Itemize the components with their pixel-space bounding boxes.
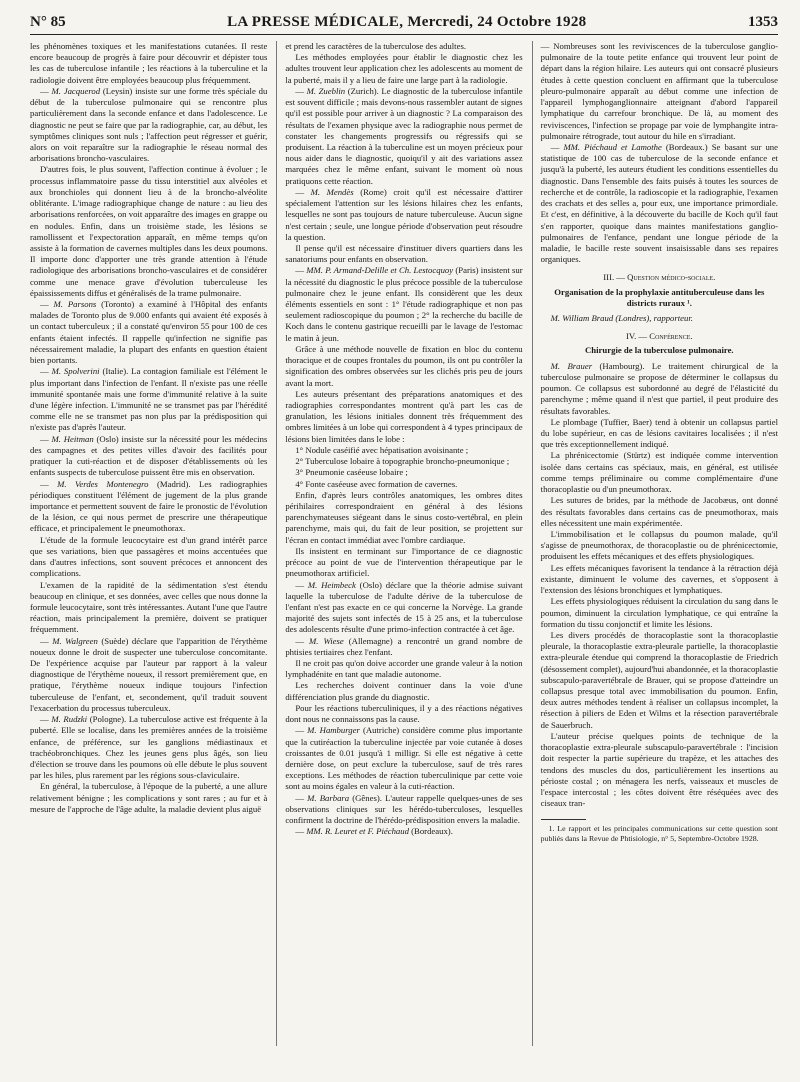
- column-middle: [276, 41, 522, 1046]
- paragraph: — M. Zueblin (Zurich). Le diagnostic de la tuberculose infantile est souvent difficile ; mais devons-nous rassembler autant de signes qu'il est possible pour arriver à un diagnostic ? La comparaison des résultats de l'examen physique avec la radiographie nous permet de constater les changements progressifs ou régressifs qui se produisent. La réaction à la tuberculine est un moyen précieux pour nous aider dans le diagnostic, quoiqu'il y ait des variations assez marquées chez le même enfant, suivant le moment où nous pratiquons cette réaction.: [285, 85, 523, 186]
- paragraph-text: (Zurich). Le diagnostic de la tuberculose infantile est souvent difficile ; mais devons-nous rassembler autant de signes qu'il est possible pour arriver à un diagnostic ? La comparaison des résultats de l'examen physique avec la radiographie nous permet de constater les changements progressifs ou régressifs qui se produisent. La réaction à la tuberculine est un moyen précieux pour nous aider dans le diagnostic, quoiqu'il y ait des variations assez marquées chez le même enfant, suivant le moment où nous pratiquons cette réaction.: [285, 85, 523, 186]
- paragraph-text: (Pologne). La tuberculose active est fréquente à la puberté. Elle se localise, dans les premières années de la troisième enfance, de préférence, sur les ganglions médiastinaux et trachéobronchiques. Chez les jeunes gens plus âgés, son lieu d'élection se trouve dans les poumons où elle débute le plus souvent par les hiles, plus rarement par les régions sous-claviculaire.: [30, 714, 268, 781]
- paragraph: L'auteur précise quelques points de technique de la thoracoplastie extra-pleurale subscapulo-paravertébrale : l'incision doit respecter la partie supérieure du trapèze, et les attaches des tendons des muscles du dos, particulièrement les insertions au périoste costal ; on ménagera les nerfs, vaisseaux et muscles de l'espace intercostal ; les côtes doivent être réséquées avec des ciseaux tran-: [540, 730, 778, 809]
- paragraph: Grâce à une méthode nouvelle de fixation en bloc du contenu thoracique et de coupes frontales du poumon, ils ont pu contrôler la signification des ombres observées sur les clichés pris peu de jours avant la mort.: [285, 343, 523, 388]
- footnote: 1. Le rapport et les principales communications sur cette question sont publiés dans la Revue de Phtisiologie, n° 5, Septembre-Octobre 1928.: [540, 824, 778, 844]
- paragraph-text: (Londres), rapporteur.: [613, 313, 693, 324]
- paragraph-text: (Gênes). L'auteur rappelle quelques-unes de ses observations cliniques sur les hérédo-tuberculoses, lesquelles confirment la doctrine de l'hérédo-prédisposition envers la maladie.: [285, 792, 523, 826]
- paragraph: — M. Heitman (Oslo) insiste sur la nécessité pour les médecins des campagnes et des petites villes d'avoir des facilités pour pratiquer la cuti-réaction et de disposer d'établissements où les enfants suspects de tuberculose puissent être mis en observation.: [30, 433, 268, 478]
- speaker-name: M. Heimbeck: [307, 579, 356, 590]
- paragraph-text: (Madrid). Les radiographies périodiques constituent l'élément de jugement de la plus grande importance et permettent souvent de faire le pronostic de l'évolution de la lésion, ce qui nous permet de prescrire une thérapeutique efficace, et principalement le pneumothorax.: [30, 478, 268, 534]
- paragraph-text: (Paris) insistent sur la nécessité du diagnostic le plus précoce possible de la tuberculose pulmonaire chez le jeune enfant. Ils considèrent que les deux éléments essentiels en sont : 1° l'étude radiographique et non pas seulement radioscopique du poumon ; 2° la recherche du bacille de Koch dans le contenu gastrique recueilli par le lavage de l'estomac le matin à jeun.: [285, 265, 523, 343]
- paragraph-text: (Toronto) a examiné à l'Hôpital des enfants malades de Toronto plus de 9.000 enfants qui avaient été exposés à un contact tuberculeux ; il a constaté qu'environ 55 pour 100 de ces enfants étaient infectés. Il rappelle qu'infection ne signifie pas nécessairement maladie, la plupart des enfants en question étaient bien portants.: [30, 299, 268, 366]
- paragraph: — M. Jacquerod (Leysin) insiste sur une forme très spéciale du début de la tuberculose pulmonaire qui se rencontre plus particulièrement dans la seconde enfance et dans l'adolescence. Le diagnostic ne peut se faire que par la radiographie, car, au début, les symptômes cliniques sont nuls ; l'affection peut régresser et guérir, alors on voit reparaître sur la radiographie le réseau normal des arborisations broncho-vasculaires.: [30, 85, 268, 164]
- speaker-name: M. Jacquerod: [51, 85, 101, 96]
- journal-title: LA PRESSE MÉDICALE, Mercredi, 24 Octobre 1928: [227, 14, 587, 30]
- speaker-name: MM. R. Leuret et F. Piéchaud: [306, 826, 409, 837]
- paragraph: — M. Rudzki (Pologne). La tuberculose active est fréquente à la puberté. Elle se localise, dans les premières années de la troisième enfance, de préférence, sur les ganglions médiastinaux et trachéobronchiques. Chez les jeunes gens plus âgés, son lieu d'élection se trouve dans les poumons où elle débute le plus souvent par les hiles, plus rarement par les régions sous-claviculaire.: [30, 714, 268, 781]
- speaker-name: M. Verdes Montenegro: [57, 478, 149, 489]
- page-header: [30, 14, 778, 35]
- paragraph: La phrénicectomie (Stürtz) est indiquée comme intervention isolée dans certains cas spéciaux, mais, en général, est utilisée comme temps préliminaire ou comme complémentaire d'une thoracoplastie ou d'un pneumothorax.: [540, 450, 778, 495]
- paragraph: Le plombage (Tuffier, Baer) tend à obtenir un collapsus partiel du lobe supérieur, en cas de lésions cavitaires localisées ; il n'est que très exceptionnellement indiqué.: [540, 416, 778, 450]
- speaker-name: MM. Piéchaud et Lamothe: [563, 141, 662, 152]
- paragraph: — M. Heimbeck (Oslo) déclare que la théorie admise suivant laquelle la tuberculose de l'adulte dérive de la tuberculose de l'enfant n'est pas exacte en ce qui concerne la Norvège. La grande majorité des sujets sont infectés de 15 à 25 ans, et la tuberculose des adolescents résulte d'une primo-infection contractée à cet âge.: [285, 579, 523, 635]
- paragraph-text: (Rome) croit qu'il est nécessaire d'attirer spécialement l'attention sur les lésions hilaires chez les enfants, lesquelles ne sont pas toujours de nature tuberculeuse. Aucun signe n'est certain ; seule, une longue période d'observation peut résoudre la question.: [285, 186, 523, 242]
- paragraph: — MM. Piéchaud et Lamothe (Bordeaux.) Se basant sur une statistique de 100 cas de tuberculose de la seconde enfance et jusqu'à la puberté, les auteurs étudient les conditions essentielles du diagnostic. Dans l'ensemble des faits puisés à toutes les sources de recherche et de contrôle, la radioscopie et la radiographie, l'examen des crachats et des selles a, pour eux, une importance primordiale. Et c'est, en définitive, à la découverte du bacille de Koch qu'il faut s'en rapporter, quoique dans maintes manifestations ganglio-pulmonaires de l'enfance, pendant une longue période de la maladie, le bacille reste souvent insaisissable dans ses repaires organiques.: [540, 141, 778, 265]
- list-item: 3° Pneumonie caséeuse lobaire ;: [295, 467, 408, 478]
- speaker-name: M. Brauer: [550, 360, 593, 371]
- column-right: [532, 41, 778, 1046]
- paragraph-text: (Bordeaux).: [408, 826, 453, 837]
- paragraph: — M. Verdes Montenegro (Madrid). Les radiographies périodiques constituent l'élément de jugement de la plus grande importance et permettent souvent de faire le pronostic de l'évolution de la lésion, ce qui nous permet de prescrire une thérapeutique efficace, et principalement le pneumothorax.: [30, 478, 268, 534]
- speaker-name: M. Barbara: [307, 792, 350, 803]
- paragraph: — M. Barbara (Gênes). L'auteur rappelle quelques-unes de ses observations cliniques sur les hérédo-tuberculoses, lesquelles confirment la doctrine de l'hérédo-prédisposition envers la maladie.: [285, 792, 523, 826]
- speaker-name: M. Hamburger: [307, 725, 360, 736]
- paragraph-text: (Hambourg). Le traitement chirurgical de la tuberculose pulmonaire se propose de déterminer le collapsus du poumon. Ce collapsus est subordonné au degré de l'élasticité du parenchyme ; même quand il n'est que partiel, il peut produire des résultats favorables.: [540, 360, 778, 416]
- speaker-name: M. Zueblin: [306, 85, 346, 96]
- paragraph: Les auteurs présentant des préparations anatomiques et des radiographies correspondantes montrent qu'à part les cas de granulation, les lésions initiales donnent très fréquemment des ombres limitées à un lobe qui correspondent à 4 types principaux de lésions bien limitées dans le lobe :: [285, 388, 523, 444]
- paragraph: — M. Hamburger (Autriche) considère comme plus importante que la cutiréaction la tuberculine injectée par voie cutanée à doses croissantes de 0.01 jusqu'à 1 milligr. Si elle est négative à cette dernière dose, on peut exclure la tuberculose, sauf de très rares exceptions. Les méthodes de réaction tuberculinique par cette voie sont au moins égales en valeur à la cuti-réaction.: [285, 725, 523, 792]
- paragraph: les phénomènes toxiques et les manifestations cutanées. Il reste encore beaucoup de progrès à faire pour découvrir et dépister tous les cas de tuberculose infantile ; les réactions à la tuberculine et la radiologie doivent être employées beaucoup plus fréquemment.: [30, 41, 268, 85]
- paragraph-text: (Suède) déclare que l'apparition de l'érythème noueux donne le droit de suspecter une tuberculose concomitante. De l'expérience acquise par l'auteur par rapport à la valeur diagnostique de l'érythème noueux, il ressort premièrement que, en pratique, l'érythème noueux indique toujours l'infection tuberculeuse de l'enfant, et, secondement, qu'il traduit souvent l'exacerbation du processus tuberculeux.: [30, 635, 268, 713]
- paragraph-text: (Autriche) considère comme plus importante que la cutiréaction la tuberculine injectée par voie cutanée à doses croissantes de 0.01 jusqu'à 1 milligr. Si elle est négative à cette dernière dose, on peut exclure la tuberculose, sauf de très rares exceptions. Les méthodes de réaction tuberculinique par cette voie sont au moins égales en valeur à la cuti-réaction.: [285, 725, 523, 792]
- section-number: III. — Question médico-sociale.: [603, 272, 716, 283]
- page-number: 1353: [747, 14, 778, 30]
- paragraph: — M. Wiese (Allemagne) a rencontré un grand nombre de phtisies tertiaires chez l'enfant.: [285, 635, 523, 657]
- speaker-name: M. William Braud: [550, 313, 614, 324]
- paragraph: Enfin, d'après leurs contrôles anatomiques, les ombres dites périhilaires correspondraient en général à des lésions parenchymateuses siégeant dans le sinus costo-vertébral, en plein parenchyme, mais qui, du fait de leur position, se projettent sur l'écran en contact immédiat avec l'ombre cardiaque.: [285, 489, 523, 545]
- paragraph: [541, 313, 778, 324]
- paragraph: — M. Spolverini (Italie). La contagion familiale est l'élément le plus important dans l'infection de l'enfant. Il n'existe pas une réelle immunité spontanée mais une forme d'immunité relative à la suite d'une légère infection. L'immunité ne se transmet pas par l'hérédité comme elle ne se transmet pas non plus par la prédisposition qui n'existe pas d'après l'auteur.: [30, 366, 268, 433]
- paragraph: — M. Walgreen (Suède) déclare que l'apparition de l'érythème noueux donne le droit de suspecter une tuberculose concomitante. De l'expérience acquise par l'auteur par rapport à la valeur diagnostique de l'érythème noueux, il ressort premièrement que, en pratique, l'érythème noueux indique toujours l'infection tuberculeuse de l'enfant, et, secondement, qu'il traduit souvent l'exacerbation du processus tuberculeux.: [30, 635, 268, 713]
- speaker-name: M. Rudzki: [51, 714, 88, 725]
- section-title: Organisation de la prophylaxie antituberculeuse dans les districts ruraux ¹.: [554, 286, 765, 308]
- paragraph: [541, 361, 778, 417]
- list-item: 1° Nodule caséifié avec hépatisation avoisinante ;: [295, 444, 469, 455]
- speaker-name: M. Wiese: [309, 635, 344, 646]
- paragraph: — MM. R. Leuret et F. Piéchaud (Bordeaux).: [295, 826, 453, 837]
- paragraph: Il ne croit pas qu'on doive accorder une grande valeur à la notion lymphadénite en tant que maladie autonome.: [285, 658, 523, 680]
- speaker-name: M. Spolverini: [51, 366, 100, 377]
- paragraph-text: (Oslo) déclare que la théorie admise suivant laquelle la tuberculose de l'adulte dérive de la tuberculose de l'enfant n'est pas exacte en ce qui concerne la Norvège. La grande majorité des sujets sont infectés de 15 à 25 ans, et la tuberculose des adolescents résulte d'une primo-infection contractée à cet âge.: [285, 579, 523, 635]
- speaker-name: M. Mendès: [310, 186, 354, 197]
- paragraph: Les méthodes employées pour établir le diagnostic chez les adultes trouvent leur application chez les adolescents au moment de la puberté, mais il y a lieu de faire une large part à la radiologie.: [285, 52, 523, 85]
- paragraph: Les divers procédés de thoracoplastie sont la thoracoplastie pleurale, la thoracoplastie extra-pleurale partielle, la thoracoplastie extra-pleurale étendue qui comprend la thoracoplastie de Friedrich (désossement complet), aujourd'hui abandonnée, et la thoracoplastie subscapulo-paravertébrale de Brauer, qui se propose d'atteindre un collapsus presque total avec immobilisation du poumon. Enfin, deux autres méthodes tendent à réaliser un collapsus incomplet, la résection à piliers de Eden et Wilms et la résection paravertébrale de Sauerbruch.: [540, 629, 778, 730]
- paragraph: Les recherches doivent continuer dans la voie d'une différenciation plus grande du diagnostic.: [285, 680, 523, 702]
- paragraph: Les effets physiologiques réduisent la circulation du sang dans le poumon, diminuent la circulation lymphatique, ce qui entraîne la formation du tissu conjonctif et limite les lésions.: [540, 596, 778, 629]
- paragraph: Il pense qu'il est nécessaire d'instituer divers quartiers dans les sanatoriums pour enfants en observation.: [285, 242, 523, 265]
- paragraph-text: (Bordeaux.) Se basant sur une statistique de 100 cas de tuberculose de la seconde enfance et jusqu'à la puberté, les auteurs étudient les conditions essentielles du diagnostic. Dans l'ensemble des faits puisés à toutes les sources de recherche et de contrôle, la radioscopie et la radiographie, l'examen des crachats et des selles a, pour eux, une importance primordiale. Et c'est, en définitive, à la découverte du bacille de Koch qu'il faut s'en rapporter, quoique dans maintes manifestations ganglio-pulmonaires de l'enfance, pendant une longue période de la maladie, le bacille reste souvent insaisissable dans ses repaires organiques.: [540, 141, 778, 265]
- paragraph: D'autres fois, le plus souvent, l'affection continue à évoluer ; le processus inflammatoire passe du tissu interstitiel aux alvéoles et aux bronchioles qui donnent lieu à de la broncho-alvéolite oblitérante. L'image radiographique change de nature : au lieu des arborisations renforcées, on voit apparaître des images en grappe ou en nodules. Enfin, dans un troisième stade, les lésions se ramollissent et l'expectoration apparaît, en même temps qu'on assiste à la formation de cavernes multiples dans les deux poumons. Il importe donc d'apporter une très grande attention à l'étude radiologique des arborisations broncho-vasculaires et de considérer comme une menace grave d'évolution tuberculeuse les épaississements diffus et généralisés de la trame pulmonaire.: [30, 164, 268, 298]
- paragraph: L'examen de la rapidité de la sédimentation s'est étendu beaucoup en clinique, et ses données, avec celles que nous donne la formule leucocytaire, sont très intéressantes. Autant l'une que l'autre réaction, mais principalement la première, doivent se pratiquer fréquemment.: [30, 579, 268, 635]
- speaker-name: MM. P. Armand-Delille et Ch. Lestocquoy: [306, 265, 454, 276]
- paragraph: L'étude de la formule leucocytaire est d'un grand intérêt parce que ses variations, bien que passagères et moins accentuées que dans d'autres infections, sont souvent précoces et annoncent des complications.: [30, 534, 268, 579]
- paragraph: — MM. P. Armand-Delille et Ch. Lestocquoy (Paris) insistent sur la nécessité du diagnostic le plus précoce possible de la tuberculose pulmonaire chez le jeune enfant. Ils considèrent que les deux éléments essentiels en sont : 1° l'étude radiographique et non pas seulement radioscopique du poumon ; 2° la recherche du bacille de Koch dans le contenu gastrique recueilli par le lavage de l'estomac le matin à jeun.: [285, 265, 523, 343]
- paragraph: L'immobilisation et le collapsus du poumon malade, qu'il s'agisse de pneumothorax, de thoracoplastie ou de phrénicectomie, produisent les effets mécaniques et des effets physiologiques.: [540, 528, 778, 562]
- column-left: [30, 41, 267, 1046]
- paragraph: Les effets mécaniques favorisent la tendance à la rétraction déjà existante, diminuent le volume des cavernes, et s'opposent à l'extension des lésions bronchiques et lymphatiques.: [540, 562, 778, 596]
- footnote-divider: [541, 819, 586, 820]
- paragraph: et prend les caractères de la tuberculose des adultes.: [285, 41, 466, 51]
- issue-number: N° 85: [30, 14, 66, 30]
- section-number: IV. — Conférence.: [626, 331, 693, 342]
- paragraph: Pour les réactions tuberculiniques, il y a des réactions négatives dont nous ne connaissons pas la cause.: [285, 702, 523, 725]
- paragraph: Les sutures de brides, par la méthode de Jacobæus, ont donné des résultats favorables dans certains cas de pneumothorax, mais elles nécessitent une main expérimentée.: [540, 495, 778, 528]
- section-title: Chirurgie de la tuberculose pulmonaire.: [585, 345, 734, 356]
- paragraph: — M. Parsons (Toronto) a examiné à l'Hôpital des enfants malades de Toronto plus de 9.000 enfants qui avaient été exposés à un contact tuberculeux ; il a constaté qu'environ 55 pour 100 de ces enfants étaient infectés. Il rappelle qu'infection ne signifie pas nécessairement maladie, la plupart des enfants en question étaient bien portants.: [30, 299, 268, 366]
- speaker-name: M. Heitman: [51, 433, 94, 444]
- paragraph-text: (Leysin) insiste sur une forme très spéciale du début de la tuberculose pulmonaire qui se rencontre plus particulièrement dans la seconde enfance et dans l'adolescence. Le diagnostic ne peut se faire que par la radiographie, car, au début, les symptômes cliniques sont nuls ; l'affection peut régresser et guérir, alors on voit reparaître sur la radiographie le réseau normal des arborisations broncho-vasculaires.: [30, 85, 268, 164]
- paragraph: — M. Mendès (Rome) croit qu'il est nécessaire d'attirer spécialement l'attention sur les lésions hilaires chez les enfants, lesquelles ne sont pas toujours de nature tuberculeuse. Aucun signe n'est certain ; seule, une longue période d'observation peut résoudre la question.: [285, 186, 523, 242]
- columns: [30, 41, 778, 1046]
- paragraph-text: (Allemagne) a rencontré un grand nombre de phtisies tertiaires chez l'enfant.: [285, 635, 523, 657]
- speaker-name: M. Parsons: [53, 299, 97, 310]
- paragraph: Ils insistent en terminant sur l'importance de ce diagnostic précoce au point de vue de l'intervention thérapeutique par le pneumothorax artificiel.: [285, 545, 523, 579]
- speaker-name: M. Walgreen: [52, 635, 98, 646]
- paragraph-text: (Italie). La contagion familiale est l'élément le plus important dans l'infection de l'enfant. Il n'existe pas une réelle immunité spontanée mais une forme d'immunité relative à la suite d'une légère infection. L'immunité ne se transmet pas par l'hérédité comme elle ne se transmet pas non plus par la prédisposition qui n'existe pas d'après l'auteur.: [30, 366, 268, 433]
- paragraph-text: (Oslo) insiste sur la nécessité pour les médecins des campagnes et des petites villes d'avoir des facilités pour pratiquer la cuti-réaction et de disposer d'établissements où les enfants suspects de tuberculose puissent être mis en observation.: [30, 433, 268, 478]
- paragraph: — Nombreuses sont les reviviscences de la tuberculose ganglio-pulmonaire de la toute petite enfance qui trouvent leur point de départ dans la région hilaire. Les auteurs qui ont consacré plusieurs études à cette question concluent en affirmant que la tuberculose pleuro-pulmonaire apparaît au début comme une infection de l'appareil lymphoganglionnaire atteignant d'abord l'appareil lymphatique du carrefour bronchique. De là, au moment des reviviscences, l'infection se propage par voie de lymphangite intra-pulmonaire rétrograde, tout autour du hile en s'irradiant.: [540, 41, 778, 141]
- list-item: 4° Fonte caséeuse avec formation de cavernes.: [295, 478, 458, 489]
- list-item: 2° Tuberculose lobaire à topographie broncho-pneumonique ;: [295, 456, 510, 467]
- paragraph: En général, la tuberculose, à l'époque de la puberté, a une allure relativement bénigne ; les complications y sont rares ; au fur et à mesure de l'approche de l'âge adulte, la maladie devient plus aiguë: [30, 781, 268, 814]
